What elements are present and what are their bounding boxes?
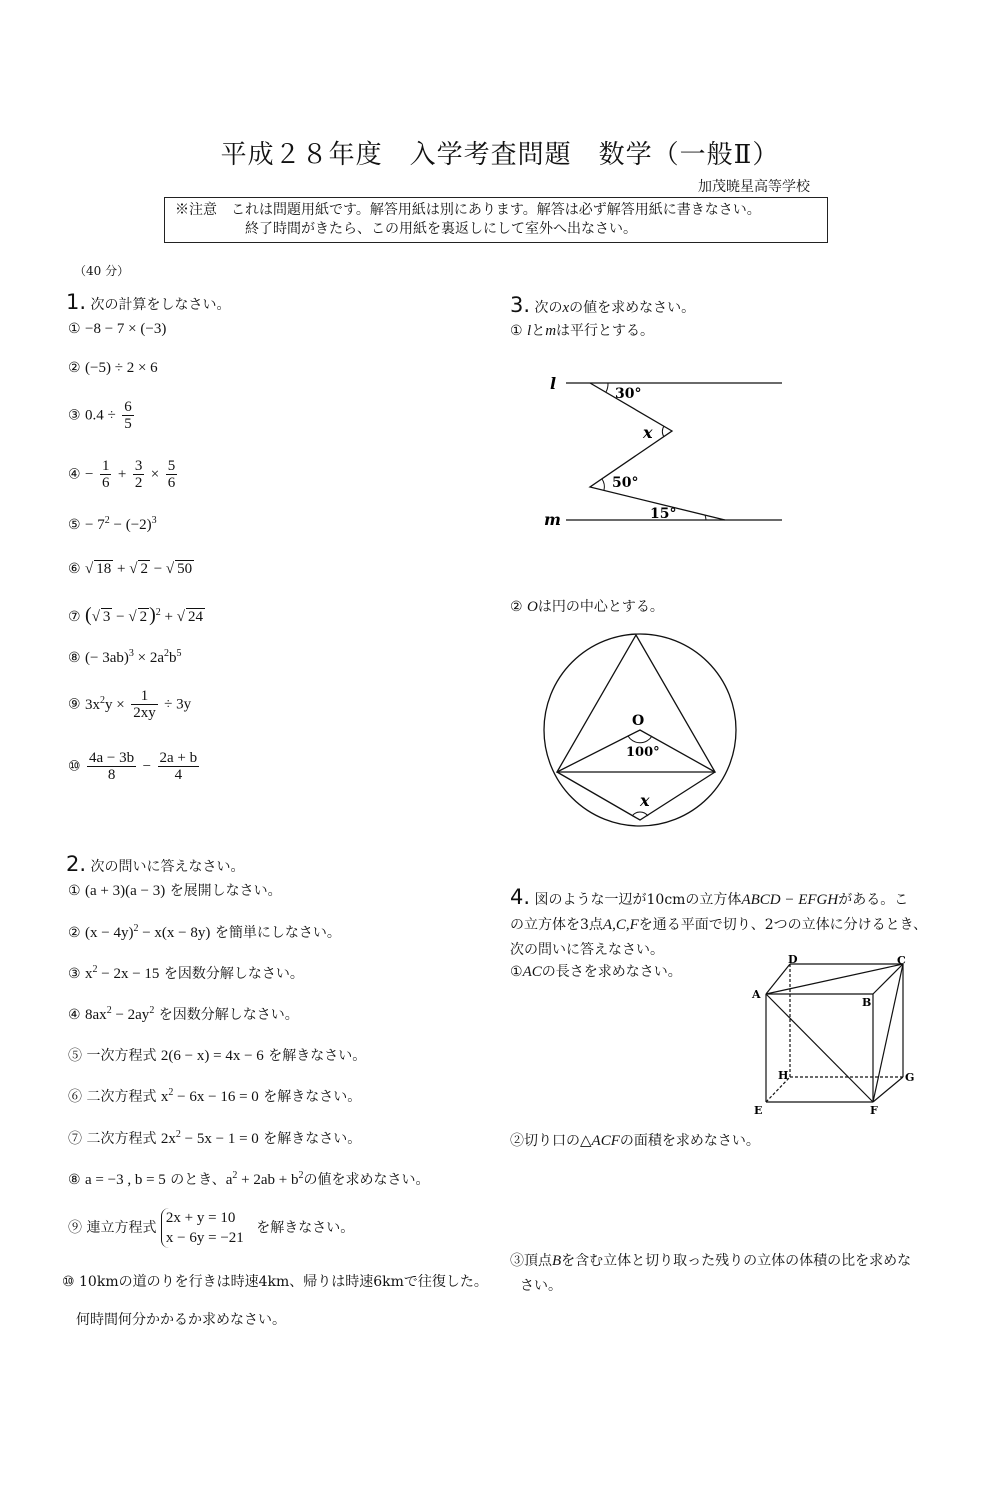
angle-arc-x [662, 426, 664, 437]
fraction [166, 458, 178, 491]
q4-text: 図のような一辺が10cmの立方体 [534, 892, 742, 908]
math: ABCD − EFGH [741, 892, 839, 908]
q4-number: 4. [510, 885, 531, 909]
expr: × [150, 466, 160, 483]
cube-figure [748, 952, 923, 1120]
vertex-E: E [754, 1104, 763, 1117]
expr: 0.4 ÷ [85, 407, 116, 424]
notice-line-1: ※注意 これは問題用紙です。解答用紙は別にあります。解答は必ず解答用紙に書きなさい。 [175, 202, 761, 218]
time-limit: （40 分） [74, 264, 130, 278]
angle-arc-30 [606, 383, 608, 392]
q4-text: の立方体を3点 [510, 917, 603, 933]
numerator: 1 [101, 458, 110, 474]
instruction: のとき、 [170, 1172, 226, 1188]
q1-item-8 [68, 648, 182, 667]
instruction: を解きなさい。 [268, 1048, 367, 1064]
numerator: 5 [167, 458, 176, 474]
angle-50-label: 50° [612, 475, 639, 491]
vertex-A: A [752, 988, 761, 1001]
q2-item-9 [68, 1208, 354, 1248]
q2-item-2 [68, 922, 341, 942]
text: ③頂点 [510, 1253, 552, 1269]
angle-x-label: x [643, 423, 653, 442]
vertex-D: D [788, 953, 798, 966]
q2-item-1 [68, 880, 282, 900]
q1-number: 1. [66, 290, 87, 314]
notice-box [164, 197, 828, 243]
angle-x-label: x [640, 791, 650, 810]
parallel-lines-figure [530, 365, 800, 535]
instruction: を簡単にしなさい。 [214, 925, 341, 941]
equation-type: 連立方程式 [86, 1220, 157, 1236]
q1-item-2 [68, 360, 158, 377]
operator: − [153, 561, 163, 577]
item-mark: ⑦ [68, 609, 81, 625]
text: の面積を求めなさい。 [619, 1133, 760, 1149]
paren: ( [85, 604, 92, 626]
angle-arc-100 [628, 736, 652, 743]
circle-figure [540, 630, 740, 830]
instruction: を解きなさい。 [263, 1131, 362, 1147]
operator: + [164, 609, 174, 625]
expr: x [160, 1089, 169, 1105]
exponent: 5 [176, 648, 182, 659]
item-mark: ④ [68, 466, 81, 483]
angle-arc-50 [602, 479, 604, 490]
fraction [87, 750, 136, 783]
item-mark: ⑩ [68, 758, 81, 775]
radicand: 24 [188, 609, 203, 625]
expr: − 2ay [111, 1007, 150, 1023]
angle-100-label: 100° [626, 745, 660, 760]
item-mark: ① [68, 883, 81, 899]
edge-BC [873, 964, 903, 994]
expr: + [117, 466, 127, 483]
exponent: 2 [104, 515, 110, 526]
q2-number: 2. [66, 852, 87, 876]
q1-heading [66, 290, 231, 314]
expr: x [85, 966, 93, 982]
vertex-H: H [778, 1069, 789, 1082]
q3-part-1 [510, 320, 654, 340]
fraction [122, 399, 134, 432]
radicand: 3 [102, 609, 111, 625]
q2-heading-text: 次の問いに答えなさい。 [90, 859, 245, 875]
instruction: を解きなさい。 [263, 1089, 362, 1105]
q1-item-4 [68, 458, 179, 491]
instruction: の値を求めなさい。 [303, 1172, 430, 1188]
text: を含む立体と切り取った残りの立体の体積の比を求めな [561, 1253, 912, 1269]
q3-heading-text: 次の [534, 300, 563, 316]
q2-item-8 [68, 1169, 429, 1189]
exponent: 2 [164, 648, 169, 659]
denominator: 5 [124, 416, 132, 432]
q2-item-4 [68, 1004, 299, 1024]
exponent: 2 [100, 694, 106, 706]
expr: − 7 [85, 517, 105, 533]
expr: 2x [160, 1131, 176, 1147]
denominator: 4 [174, 767, 183, 783]
radicand: 2 [140, 561, 148, 577]
text: と [531, 323, 546, 339]
expr: 8ax [85, 1007, 107, 1023]
math: A,C,F [602, 917, 639, 933]
item-mark: ⑨ [68, 696, 81, 713]
expr: − x(x − 8y) [138, 925, 211, 941]
radicand: 2 [139, 609, 148, 625]
q1-item-6: ⑥ √ 18 + √ 2 − √ 50 [68, 561, 193, 577]
item-mark: ② [68, 360, 81, 376]
expr: − [85, 466, 94, 483]
expr: (−5) ÷ 2 × 6 [85, 360, 158, 376]
q2-item-6 [68, 1086, 361, 1106]
expr: (− 3ab) [85, 650, 129, 666]
angle-arc-x [632, 812, 648, 816]
item-mark: ① [68, 321, 81, 337]
variable: x [562, 300, 570, 316]
radicand: 50 [177, 561, 193, 577]
expr: −8 − 7 × (−3) [85, 321, 167, 337]
expr: b [169, 650, 177, 666]
item-mark: ⑨ [68, 1220, 82, 1236]
q2-item-10-line2: 何時間何分かかるか求めなさい。 [76, 1312, 286, 1328]
variable: O [527, 599, 538, 615]
expr: − (−2) [109, 517, 152, 533]
instruction: を解きなさい。 [256, 1220, 355, 1236]
instruction: を因数分解しなさい。 [158, 1007, 299, 1023]
exponent: 2 [155, 607, 161, 618]
text: は平行とする。 [556, 323, 655, 339]
expr: 3x [85, 696, 101, 713]
q4-part-3-line2: さい。 [520, 1278, 562, 1294]
item-mark: ② [510, 599, 523, 615]
exponent: 2 [106, 1005, 112, 1016]
vertex-G: G [905, 1071, 915, 1084]
numerator: 6 [124, 399, 132, 415]
vertex-C: C [897, 954, 906, 967]
page-title: 平成２８年度 入学考査問題 数学（一般Ⅱ） [220, 140, 780, 170]
equation-type: 二次方程式 [86, 1131, 157, 1147]
fraction [133, 458, 145, 491]
math: AC [522, 964, 542, 980]
q2-item-5 [68, 1045, 366, 1065]
item-mark: ② [68, 925, 81, 941]
expr: (a + 3)(a − 3) [85, 883, 166, 899]
vertex-F: F [870, 1104, 878, 1117]
denominator: 2 [134, 475, 143, 491]
q4-line-3: 次の問いに答えなさい。 [510, 942, 664, 958]
text: の長さを求めなさい。 [541, 964, 682, 980]
expr: (x − 4y) [85, 925, 134, 941]
item-mark: ③ [68, 407, 81, 424]
item-mark: ① [510, 323, 523, 339]
variable: m [545, 323, 557, 339]
q1-item-5 [68, 515, 157, 534]
q2-item-10 [62, 1271, 488, 1291]
expr: − 5x − 1 = 0 [180, 1131, 259, 1147]
exponent: 3 [151, 515, 157, 526]
item-mark: ⑥ [68, 1089, 82, 1105]
equation: x − 6y = −21 [165, 1230, 244, 1246]
item-mark: ⑤ [68, 517, 81, 533]
center-label: O [632, 713, 645, 729]
variable: l [527, 323, 532, 339]
equation: 2x + y = 10 [165, 1210, 236, 1226]
instruction: を因数分解しなさい。 [163, 966, 304, 982]
q4-text: がある。こ [838, 892, 909, 908]
angle-30-label: 30° [615, 386, 642, 402]
numerator: 4a − 3b [89, 750, 135, 766]
q4-text: を通る平面で切り、2つの立体に分けるとき、 [638, 917, 928, 933]
denominator: 8 [107, 767, 116, 783]
q2-item-3 [68, 963, 304, 983]
exponent: 2 [298, 1170, 304, 1181]
school-name: 加茂暁星高等学校 [698, 179, 810, 195]
q4-heading [510, 885, 908, 909]
q2-heading [66, 852, 245, 876]
expr: × 2a [133, 650, 164, 666]
expr: + 2ab + b [237, 1172, 299, 1188]
item-mark: ⑧ [68, 650, 81, 666]
q1-item-7: ⑦ (√ 3 − √ 2 )$^2$ + √ 24 [68, 604, 203, 626]
q1-heading-text: 次の計算をしなさい。 [90, 297, 231, 313]
notice-line-2: 終了時間がきたら、この用紙を裏返しにして室外へ出なさい。 [245, 221, 637, 237]
item-mark: ⑩ [62, 1274, 75, 1290]
item-mark: ⑧ [68, 1172, 81, 1188]
item-mark: ⑦ [68, 1131, 82, 1147]
q4-part-3 [510, 1250, 911, 1270]
operator: + [117, 561, 126, 577]
vertex-B: B [862, 996, 872, 1009]
exponent: 2 [92, 964, 98, 975]
item-mark: ① [510, 964, 523, 980]
q2-item-7 [68, 1128, 361, 1148]
q3-part-2 [510, 596, 664, 616]
math: B [552, 1253, 562, 1269]
item-mark: ⑥ [68, 561, 81, 577]
expr: y × [105, 696, 125, 713]
q4-part-2 [510, 1130, 760, 1150]
exponent: 2 [149, 1005, 155, 1016]
q1-item-9 [68, 688, 191, 721]
denominator: 6 [101, 475, 110, 491]
math: △ACF [580, 1133, 620, 1149]
numerator: 1 [131, 688, 158, 705]
zigzag-line [590, 383, 725, 520]
fraction [158, 750, 200, 783]
item-mark: ③ [68, 966, 81, 982]
q3-heading [510, 293, 695, 317]
word-problem: 10kmの道のりを行きは時速4km、帰りは時速6kmで往復した。 [79, 1274, 488, 1290]
paren: ) [149, 604, 156, 626]
instruction: を展開しなさい。 [169, 883, 282, 899]
expr: ÷ 3y [164, 696, 192, 713]
expr: a [225, 1172, 233, 1188]
operator: − [116, 609, 125, 625]
q1-item-10 [68, 750, 201, 783]
exponent: 3 [128, 648, 134, 659]
operator: − [142, 758, 152, 775]
numerator: 3 [134, 458, 143, 474]
exponent: 2 [175, 1129, 181, 1140]
system-of-equations [161, 1208, 244, 1248]
expr: − 2x − 15 [97, 966, 160, 982]
expr: a = −3 , b = 5 [85, 1172, 166, 1188]
text: ②切り口の [510, 1133, 580, 1149]
radicand: 18 [96, 561, 112, 577]
fraction [100, 458, 112, 491]
item-mark: ⑤ [68, 1048, 82, 1064]
exponent: 2 [133, 923, 139, 934]
line-l-label: l [550, 374, 557, 393]
denominator: 6 [167, 475, 176, 491]
denominator: 2xy [133, 705, 156, 721]
equation-type: 一次方程式 [86, 1048, 157, 1064]
q4-part-1 [510, 961, 682, 981]
expr: 2(6 − x) = 4x − 6 [160, 1048, 264, 1064]
q1-item-3 [68, 399, 136, 432]
numerator: 2a + b [159, 750, 198, 766]
item-mark: ④ [68, 1007, 81, 1023]
exponent: 2 [232, 1170, 238, 1181]
q4-line-2 [510, 914, 927, 934]
angle-15-label: 15° [650, 506, 677, 522]
q1-item-1 [68, 321, 166, 338]
q3-number: 3. [510, 293, 531, 317]
expr: − 6x − 16 = 0 [173, 1089, 259, 1105]
text: は円の中心とする。 [537, 599, 664, 615]
fraction [131, 688, 158, 721]
q3-heading-text: の値を求めなさい。 [569, 300, 696, 316]
equation-type: 二次方程式 [86, 1089, 157, 1105]
exponent: 2 [168, 1087, 174, 1098]
line-m-label: m [544, 510, 561, 529]
